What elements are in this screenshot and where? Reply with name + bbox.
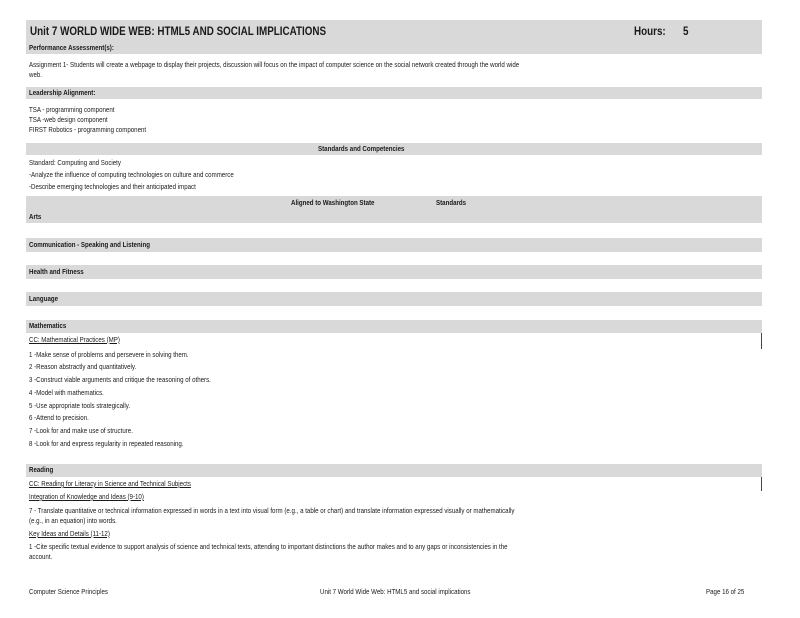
language-bar (26, 292, 762, 306)
reading-cc-line: CC: Reading for Literacy in Science and Technical Subjects (29, 479, 191, 488)
reading-item7-line1: 7 - Translate quantitative or technical information expressed in words in a text into visual form (e.g., a table or chart) and translate information expressed visually or mathematically (29, 506, 515, 515)
performance-heading: Performance Assessment(s): (29, 43, 114, 52)
standards-line: -Analyze the influence of computing technologies on culture and commerce (29, 170, 234, 179)
health-heading: Health and Fitness (29, 267, 84, 276)
hours-value: 5 (683, 24, 689, 38)
standards-line: -Describe emerging technologies and their anticipated impact (29, 182, 196, 191)
reading-bar (26, 464, 762, 477)
math-practice: 6 -Attend to precision. (29, 413, 89, 422)
footer-unit: Unit 7 World Wide Web: HTML5 and social implications (320, 587, 471, 596)
unit-title: Unit 7 WORLD WIDE WEB: HTML5 AND SOCIAL IMPLICATIONS (30, 24, 327, 38)
language-heading: Language (29, 294, 59, 303)
math-practice: 1 -Make sense of problems and persevere in solving them. (29, 350, 189, 359)
mathematics-heading: Mathematics (29, 321, 67, 330)
arts-heading: Arts (29, 212, 42, 221)
right-border (761, 333, 762, 349)
performance-text-line2: web. (29, 70, 42, 79)
footer-page-number: Page 16 of 25 (706, 587, 745, 596)
performance-text-line1: Assignment 1- Students will create a webpage to display their projects, discussion will focus on the impact of computer science on the social network created through the world wide (29, 60, 520, 69)
leadership-item: TSA - programming component (29, 105, 115, 114)
aligned-heading-standards: Standards (436, 198, 467, 207)
leadership-heading: Leadership Alignment: (29, 88, 96, 97)
mathematics-bar (26, 320, 762, 333)
leadership-item: FIRST Robotics - programming component (29, 125, 147, 134)
reading-item1-line1: 1 -Cite specific textual evidence to support analysis of science and technical texts, attending to important distinctions the author makes and to any gaps or inconsistencies in the (29, 542, 508, 551)
math-practice: 7 -Look for and make use of structure. (29, 426, 133, 435)
math-practice: 5 -Use appropriate tools strategically. (29, 401, 131, 410)
aligned-bar (26, 196, 762, 223)
performance-bar (26, 42, 762, 54)
reading-heading: Reading (29, 465, 54, 474)
reading-key-ideas-heading: Key Ideas and Details (11-12) (29, 529, 110, 538)
aligned-heading: Aligned to Washington State (291, 198, 375, 207)
hours-label: Hours: (634, 24, 666, 38)
communication-heading: Communication - Speaking and Listening (29, 240, 150, 249)
math-practice: 8 -Look for and express regularity in repeated reasoning. (29, 439, 184, 448)
math-practice: 3 -Construct viable arguments and critique the reasoning of others. (29, 375, 211, 384)
math-practice: 2 -Reason abstractly and quantitatively. (29, 362, 137, 371)
leadership-bar (26, 87, 762, 99)
standards-line: Standard: Computing and Society (29, 158, 121, 167)
leadership-item: TSA -web design component (29, 115, 108, 124)
reading-integration-heading: Integration of Knowledge and Ideas (9-10) (29, 492, 144, 501)
right-border (761, 477, 762, 491)
math-cc-line: CC: Mathematical Practices (MP) (29, 335, 120, 344)
math-practice: 4 -Model with mathematics. (29, 388, 104, 397)
footer-course: Computer Science Principles (29, 587, 108, 596)
reading-item1-line2: account. (29, 552, 53, 561)
standards-heading: Standards and Competencies (318, 144, 405, 153)
reading-item7-line2: (e.g., in an equation) into words. (29, 516, 117, 525)
health-bar (26, 265, 762, 279)
